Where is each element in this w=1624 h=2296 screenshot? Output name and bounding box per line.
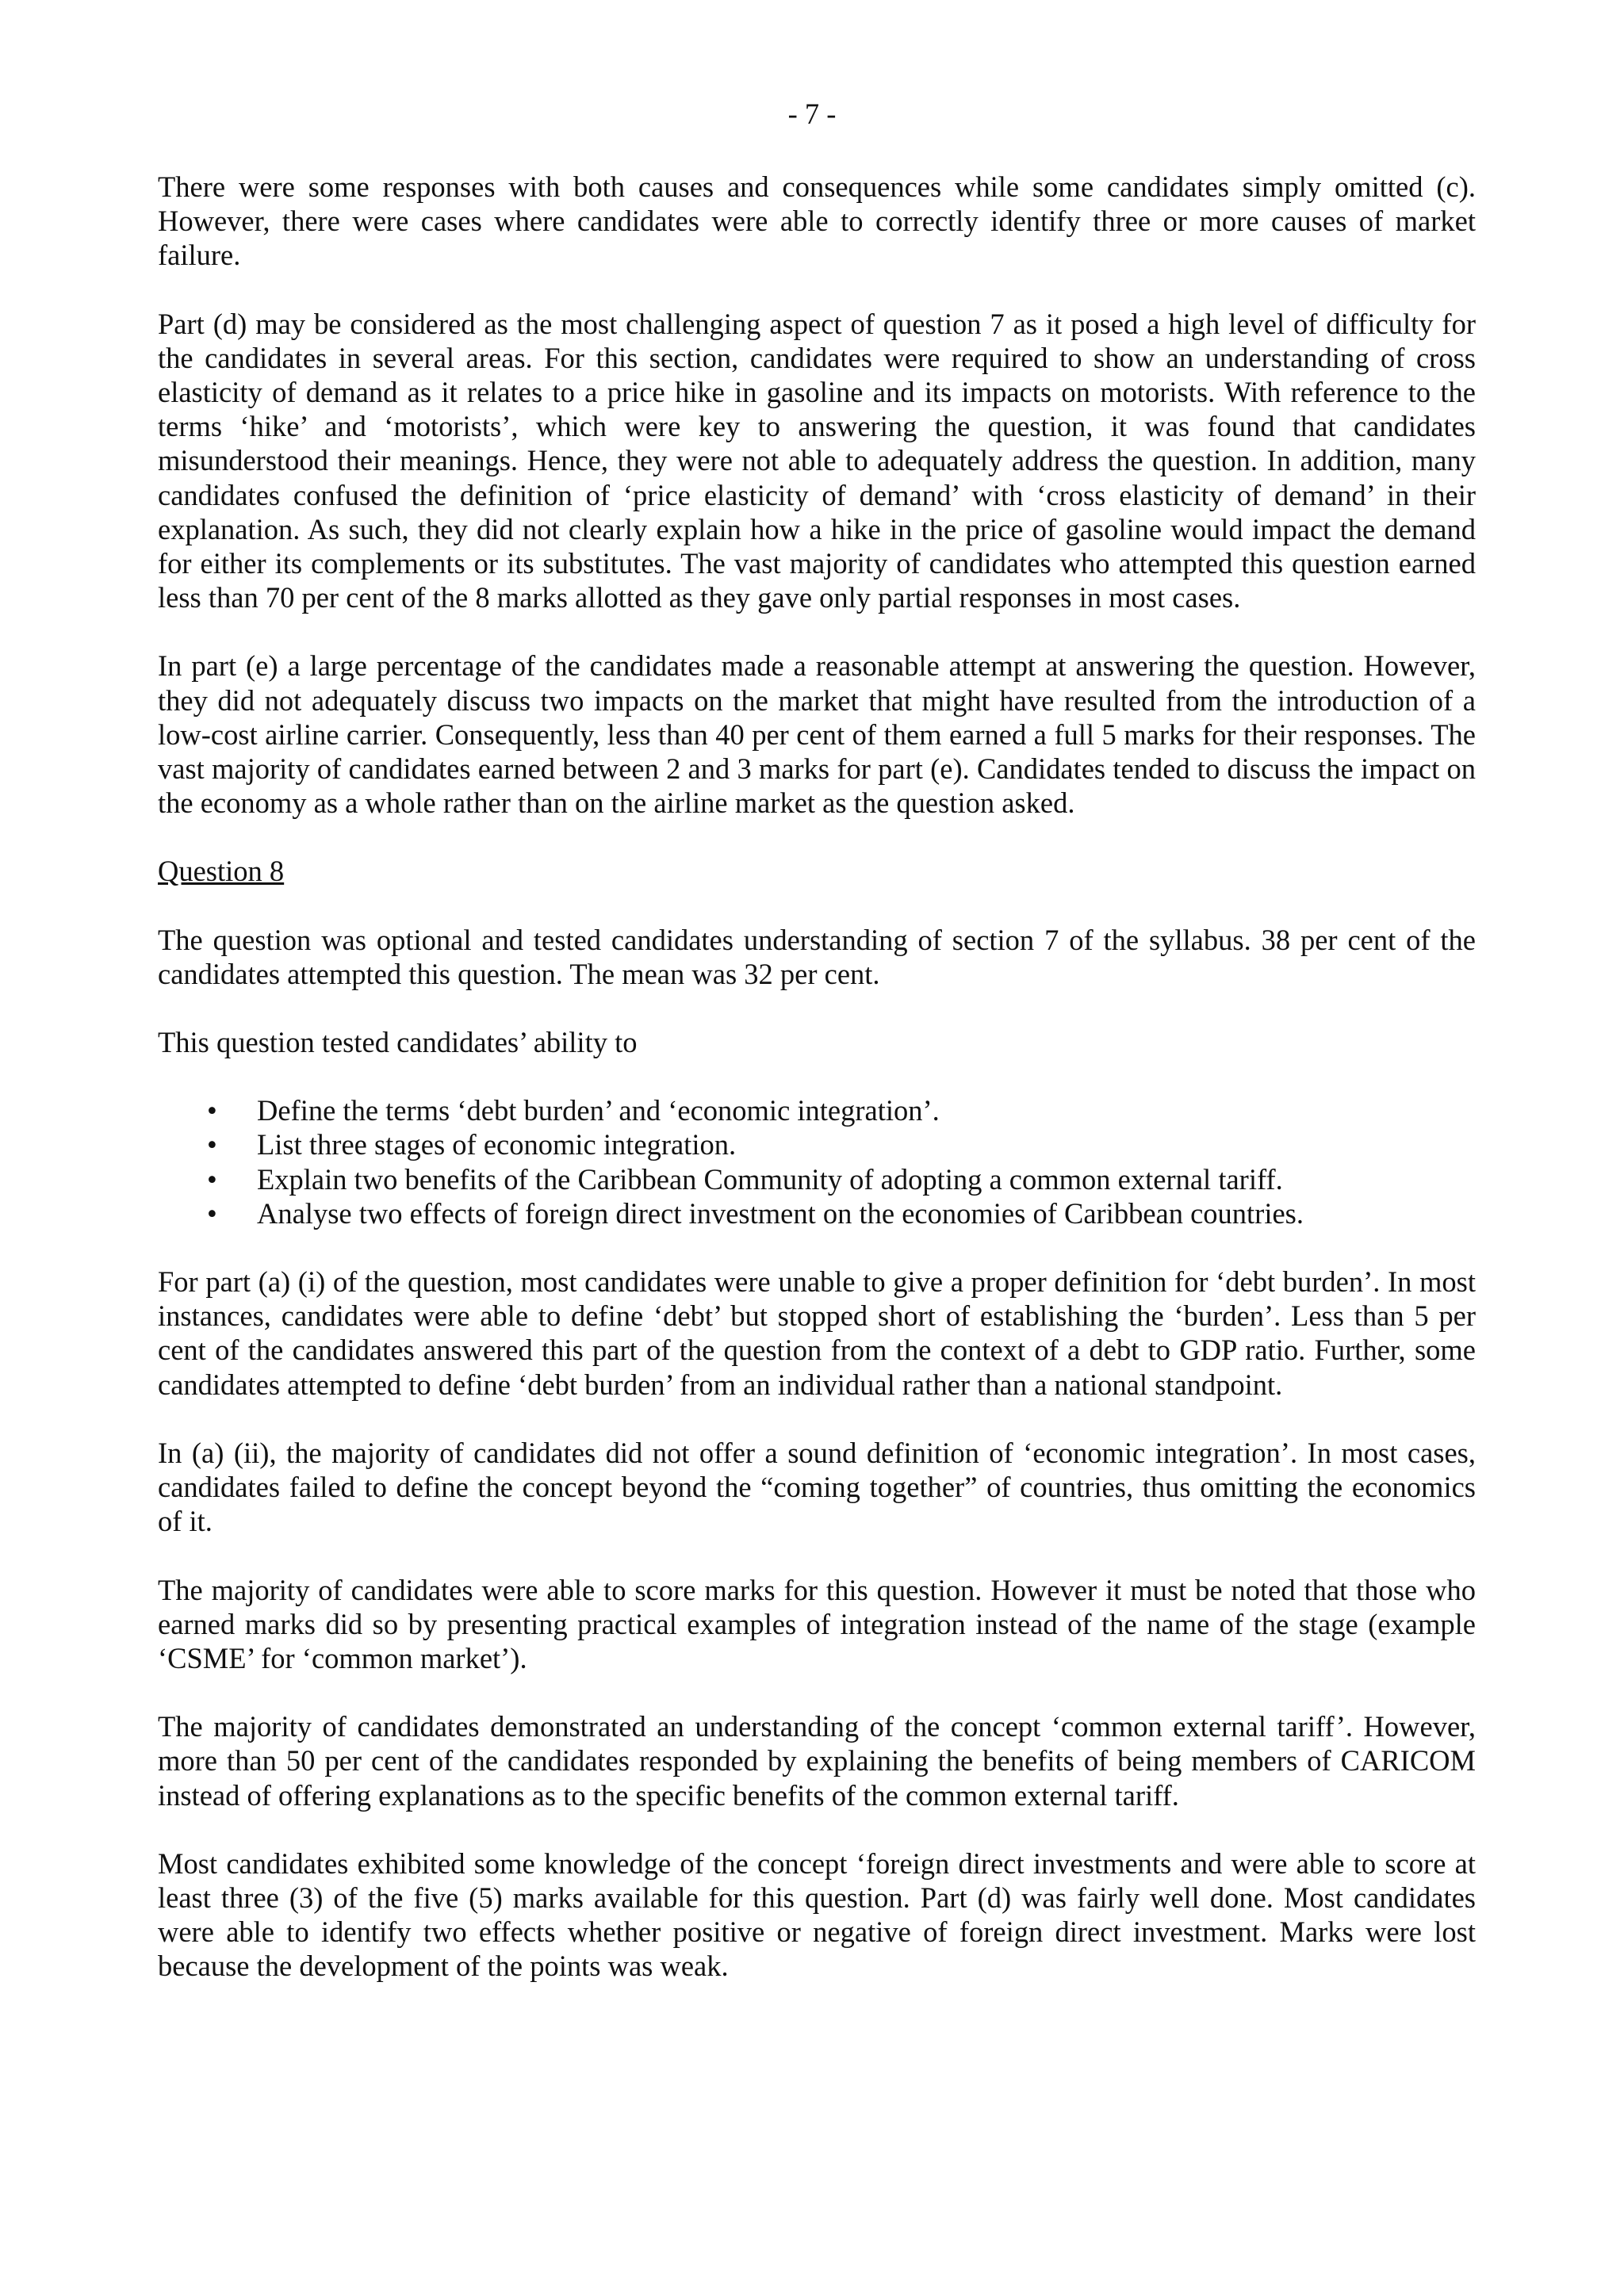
paragraph-common-external-tariff: The majority of candidates demonstrated an understanding of the concept ‘common external tariff’. However, more than 50 per cent of the candidates responded by explaining the benefits of being members of CARICOM instead of offering explanations as to the specific benefits of the common external tariff. — [158, 1710, 1476, 1812]
bullet-item-define-terms: • Define the terms ‘debt burden’ and ‘economic integration’. — [158, 1093, 1476, 1127]
paragraph-abilities-intro: This question tested candidates’ ability to — [158, 1026, 638, 1059]
paragraph-question-8-overview: The question was optional and tested candidates understanding of section 7 of the syllabus. 38 per cent of the candidates attempted this question. The mean was 32 per cent. — [158, 923, 1476, 990]
paragraph-debt-burden: For part (a) (i) of the question, most candidates were unable to give a proper definition for ‘debt burden’. In most instances, candidates were able to define ‘debt’ but stopped short of establishing the ‘burden’. Less than 5 per cent of the candidates answered this part of the question from the context of a debt to GDP ratio. Further, some candidates attempted to define ‘debt burden’ from an individual rather than a national standpoint. — [158, 1265, 1476, 1401]
page-body — [158, 170, 1476, 2018]
page-number: - 7 - — [787, 98, 837, 130]
bullet-item-list-stages: • List three stages of economic integration. — [158, 1127, 1476, 1161]
section-heading-question-8: Question 8 — [158, 855, 285, 888]
paragraph-foreign-direct-investment: Most candidates exhibited some knowledge of the concept ‘foreign direct investments and were able to score at least three (3) of the five (5) marks available for this question. Part (d) was fairly well done. Most candidates were able to identify two effects whether positive or negative of foreign direct investment. Marks were lost because the development of the points was weak. — [158, 1846, 1476, 1983]
paragraph-part-e-airline: In part (e) a large percentage of the candidates made a reasonable attempt at answering the question. However, they did not adequately discuss two impacts on the market that might have resulted from the introduction of a low-cost airline carrier. Consequently, less than 40 per cent of them earned a full 5 marks for their responses. The vast majority of candidates earned between 2 and 3 marks for part (e). Candidates tended to discuss the impact on the economy as a whole rather than on the airline market as the question asked. — [158, 649, 1476, 820]
paragraph-integration-stages: The majority of candidates were able to score marks for this question. However it must be noted that those who earned marks did so by presenting practical examples of integration instead of the name of the stage (example ‘CSME’ for ‘common market’). — [158, 1573, 1476, 1674]
paragraph-economic-integration: In (a) (ii), the majority of candidates did not offer a sound definition of ‘economic integration’. In most cases, candidates failed to define the concept beyond the “coming together” of countries, thus omitting the economics of it. — [158, 1436, 1476, 1538]
bullet-item-analyse-effects: • Analyse two effects of foreign direct investment on the economies of Caribbean countries. — [158, 1196, 1476, 1230]
paragraph-market-failure-causes: There were some responses with both causes and consequences while some candidates simply omitted (c). However, there were cases where candidates were able to correctly identify three or more causes of market failure. — [158, 170, 1476, 272]
abilities-bullet-list — [158, 1093, 1476, 1230]
paragraph-part-d-cross-elasticity: Part (d) may be considered as the most challenging aspect of question 7 as it posed a high level of difficulty for the candidates in several areas. For this section, candidates were required to show an understanding of cross elasticity of demand as it relates to a price hike in gasoline and its impacts on motorists. With reference to the terms ‘hike’ and ‘motorists’, which were key to answering the question, it was found that candidates misunderstood their meanings. Hence, they were not able to adequately address the question. In addition, many candidates confused the definition of ‘price elasticity of demand’ with ‘cross elasticity of demand’ in their explanation. As such, they did not clearly explain how a hike in the price of gasoline would impact the demand for either its complements or its substitutes. The vast majority of candidates who attempted this question earned less than 70 per cent of the 8 marks allotted as they gave only partial responses in most cases. — [158, 307, 1476, 614]
bullet-item-explain-benefits: • Explain two benefits of the Caribbean Community of adopting a common external tariff. — [158, 1162, 1476, 1196]
